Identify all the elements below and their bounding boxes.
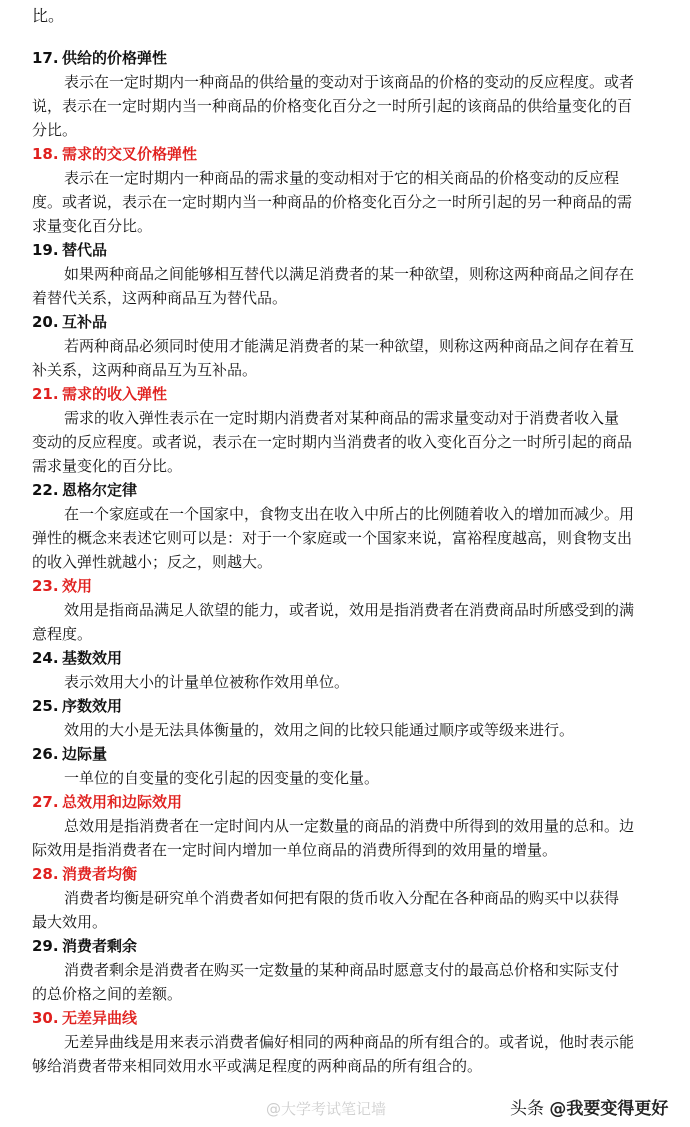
entry-title: 需求的收入弹性	[62, 385, 168, 403]
entry-number: 21.	[32, 385, 59, 403]
entry-title: 消费者均衡	[62, 865, 138, 883]
entry-title: 序数效用	[62, 697, 123, 715]
entry-title: 效用	[62, 577, 93, 595]
entry-definition	[32, 958, 666, 1006]
definition-line: 在一个家庭或在一个国家中，食物支出在收入中所占的比例随着收入的增加而减少。用	[64, 505, 635, 523]
entry-heading	[32, 934, 678, 958]
brand-handle: @我要变得更好	[549, 1099, 669, 1119]
entry-definition	[32, 334, 666, 382]
glossary-entry	[32, 646, 678, 694]
entry-number: 25.	[32, 697, 59, 715]
entry-definition	[32, 406, 666, 478]
definition-line: 总效用是指消费者在一定时间内从一定数量的商品的消费中所得到的效用量的总和。边	[64, 817, 635, 835]
entry-title: 消费者剩余	[62, 937, 138, 955]
entry-definition	[32, 262, 666, 310]
definition-line: 够给消费者带来相同效用水平或满足程度的两种商品的所有组合的。	[32, 1057, 483, 1075]
entry-heading	[32, 862, 678, 886]
definition-line: 一单位的自变量的变化引起的因变量的变化量。	[64, 769, 380, 787]
entry-number: 23.	[32, 577, 59, 595]
entry-number: 19.	[32, 241, 59, 259]
entry-heading	[32, 478, 678, 502]
entry-heading	[32, 142, 678, 166]
entry-title: 需求的交叉价格弹性	[62, 145, 198, 163]
definition-line: 消费者均衡是研究单个消费者如何把有限的货币收入分配在各种商品的购买中以获得	[64, 889, 620, 907]
definition-line: 表示在一定时期内一种商品的供给量的变动对于该商品的价格的变动的反应程度。或者	[64, 73, 635, 91]
entry-number: 30.	[32, 1009, 59, 1027]
entry-heading	[32, 310, 678, 334]
definition-line: 需求量变化的百分比。	[32, 457, 183, 475]
brand-label	[510, 1094, 668, 1119]
glossary-entry	[32, 862, 678, 934]
definition-line: 最大效用。	[32, 913, 108, 931]
entry-number: 26.	[32, 745, 59, 763]
entry-number: 20.	[32, 313, 59, 331]
glossary-entry	[32, 742, 678, 790]
entry-heading	[32, 742, 678, 766]
entry-number: 17.	[32, 49, 59, 67]
definition-line: 的收入弹性就越小；反之，则越大。	[32, 553, 273, 571]
entry-title: 互补品	[62, 313, 108, 331]
definition-line: 弹性的概念来表述它则可以是：对于一个家庭或一个国家来说，富裕程度越高，则食物支出	[32, 529, 633, 547]
brand-prefix: 头条	[510, 1099, 544, 1119]
entry-number: 18.	[32, 145, 59, 163]
definition-line: 效用是指商品满足人欲望的能力，或者说，效用是指消费者在消费商品时所感受到的满	[64, 601, 635, 619]
definition-line: 表示效用大小的计量单位被称作效用单位。	[64, 673, 350, 691]
definition-line: 效用的大小是无法具体衡量的，效用之间的比较只能通过顺序或等级来进行。	[64, 721, 575, 739]
entry-title: 无差异曲线	[62, 1009, 138, 1027]
entry-heading	[32, 646, 678, 670]
definition-line: 若两种商品必须同时使用才能满足消费者的某一种欲望，则称这两种商品之间存在着互	[64, 337, 635, 355]
glossary-entry	[32, 142, 678, 238]
entry-definition	[32, 670, 666, 694]
entry-heading	[32, 790, 678, 814]
entry-definition	[32, 718, 666, 742]
entry-title: 替代品	[62, 241, 108, 259]
entry-definition	[32, 598, 666, 646]
entry-title: 边际量	[62, 745, 108, 763]
entry-number: 28.	[32, 865, 59, 883]
glossary-entry	[32, 238, 678, 310]
definition-line: 求量变化百分比。	[32, 217, 153, 235]
entry-number: 29.	[32, 937, 59, 955]
entry-title: 总效用和边际效用	[62, 793, 183, 811]
glossary-entry	[32, 1006, 678, 1078]
definition-line: 际效用是指消费者在一定时间内增加一单位商品的消费所得到的效用量的增量。	[32, 841, 558, 859]
glossary-entry	[32, 574, 678, 646]
entry-heading	[32, 382, 678, 406]
entry-title: 基数效用	[62, 649, 123, 667]
definition-line: 着替代关系，这两种商品互为替代品。	[32, 289, 288, 307]
entry-title: 供给的价格弹性	[62, 49, 168, 67]
entry-heading	[32, 1006, 678, 1030]
definition-line: 如果两种商品之间能够相互替代以满足消费者的某一种欲望，则称这两种商品之间存在	[64, 265, 635, 283]
definition-line: 分比。	[32, 121, 78, 139]
glossary-entry	[32, 46, 678, 142]
definition-line: 说，表示在一定时期内当一种商品的价格变化百分之一时所引起的该商品的供给量变化的百	[32, 97, 633, 115]
glossary-entry	[32, 478, 678, 574]
entry-number: 22.	[32, 481, 59, 499]
definition-line: 度。或者说，表示在一定时期内当一种商品的价格变化百分之一时所引起的另一种商品的需	[32, 193, 633, 211]
entry-definition	[32, 70, 666, 142]
definition-line: 表示在一定时期内一种商品的需求量的变动相对于它的相关商品的价格变动的反应程	[64, 169, 620, 187]
definition-line: 需求的收入弹性表示在一定时期内消费者对某种商品的需求量变动对于消费者收入量	[64, 409, 620, 427]
definition-line: 无差异曲线是用来表示消费者偏好相同的两种商品的所有组合的。或者说，他时表示能	[64, 1033, 635, 1051]
entry-definition	[32, 886, 666, 934]
glossary-entry	[32, 310, 678, 382]
entry-definition	[32, 1030, 666, 1078]
entry-definition	[32, 166, 666, 238]
entry-definition	[32, 502, 666, 574]
definition-line: 消费者剩余是消费者在购买一定数量的某种商品时愿意支付的最高总价格和实际支付	[64, 961, 620, 979]
entry-definition	[32, 766, 666, 790]
entry-title: 恩格尔定律	[62, 481, 138, 499]
entry-heading	[32, 694, 678, 718]
glossary-entry	[32, 790, 678, 862]
glossary-entry	[32, 694, 678, 742]
entry-heading	[32, 46, 678, 70]
glossary-entry	[32, 382, 678, 478]
watermark-text: @大学考试笔记墙	[266, 1100, 387, 1118]
entry-number: 24.	[32, 649, 59, 667]
definition-line: 的总价格之间的差额。	[32, 985, 183, 1003]
glossary-list	[32, 46, 678, 1078]
definition-line: 意程度。	[32, 625, 93, 643]
definition-line: 变动的反应程度。或者说，表示在一定时期内当消费者的收入变化百分之一时所引起的商品	[32, 433, 633, 451]
definition-line: 补关系，这两种商品互为互补品。	[32, 361, 258, 379]
entry-heading	[32, 574, 678, 598]
entry-heading	[32, 238, 678, 262]
lead-line: 比。	[32, 6, 65, 25]
entry-definition	[32, 814, 666, 862]
glossary-entry	[32, 934, 678, 1006]
entry-number: 27.	[32, 793, 59, 811]
